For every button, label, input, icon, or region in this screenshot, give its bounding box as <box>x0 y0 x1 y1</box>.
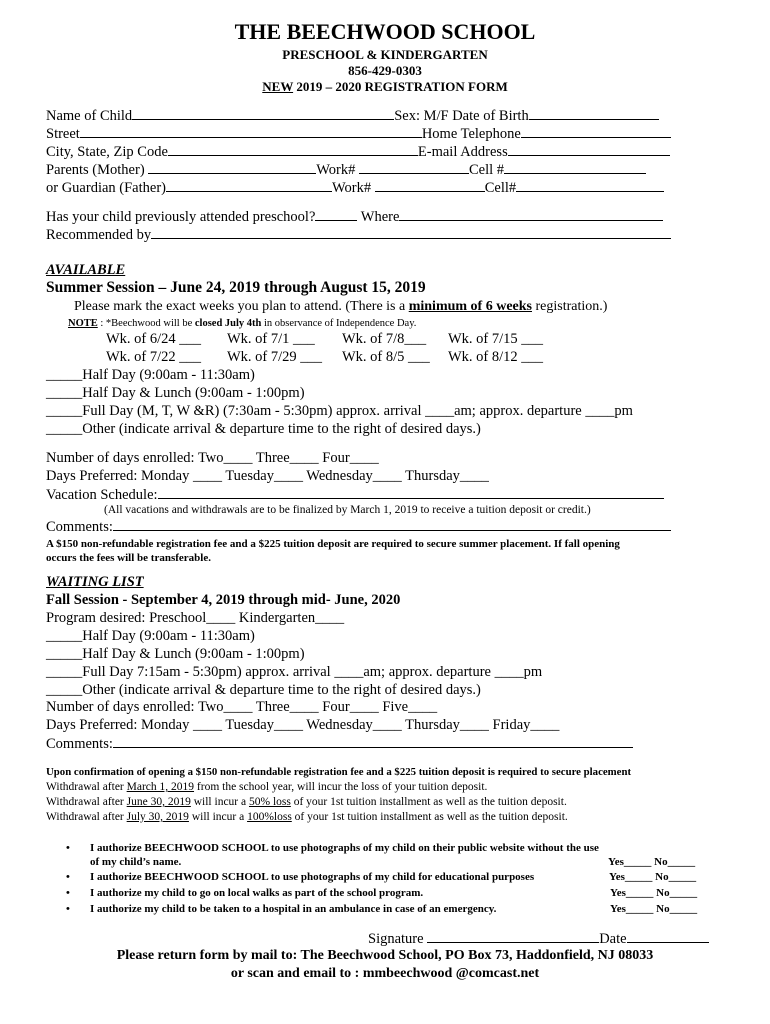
yes-no-educational[interactable]: Yes_____ No_____ <box>609 871 697 883</box>
fall-comments-label: Comments: <box>46 736 113 752</box>
available-heading: AVAILABLE <box>46 262 126 278</box>
week-8-5[interactable]: Wk. of 8/5 ___ <box>342 349 430 365</box>
work2-field[interactable] <box>375 178 485 192</box>
vacation-note: (All vacations and withdrawals are to be finalized by March 1, 2019 to receive a tuition deposit or credit.) <box>104 504 591 516</box>
week-7-15[interactable]: Wk. of 7/15 ___ <box>448 331 544 347</box>
city-state-zip-label: City, State, Zip Code <box>46 144 168 160</box>
where-label: Where <box>357 209 400 225</box>
bullet-1: • <box>66 842 70 854</box>
week-8-12[interactable]: Wk. of 8/12 ___ <box>448 349 544 365</box>
recommended-label: Recommended by <box>46 227 152 243</box>
fall-comments-row <box>46 734 633 753</box>
summer-comments-label: Comments: <box>46 519 113 535</box>
fall-full-day[interactable]: _____Full Day 7:15am - 5:30pm) approx. arrival ____am; approx. departure ____pm <box>46 664 543 680</box>
w1-pre: Withdrawal after <box>46 781 127 793</box>
email-label: E-mail Address <box>417 144 508 160</box>
signature-label: Signature <box>368 931 428 947</box>
street-field[interactable] <box>80 124 422 138</box>
date-label: Date <box>599 931 627 947</box>
summer-days-enrolled[interactable]: Number of days enrolled: Two____ Three____ Four____ <box>46 450 379 466</box>
w3-date: July 30, 2019 <box>126 811 189 823</box>
summer-fee-note-1: A $150 non-refundable registration fee and a $225 tuition deposit are required to secure summer placement. If fall opening <box>46 538 620 550</box>
summer-comments-row <box>46 517 671 536</box>
mother-field[interactable] <box>148 160 316 174</box>
summer-instruction <box>74 298 607 316</box>
fall-half-day[interactable]: _____Half Day (9:00am - 11:30am) <box>46 628 255 644</box>
instruction-post: registration.) <box>532 299 608 314</box>
home-telephone-label: Home Telephone <box>421 126 521 142</box>
withdrawal-1 <box>46 780 487 794</box>
week-7-1[interactable]: Wk. of 7/1 ___ <box>227 331 315 347</box>
week-7-8[interactable]: Wk. of 7/8___ <box>342 331 427 347</box>
signature-field[interactable] <box>427 929 599 943</box>
w2-pct: 50% loss <box>248 796 291 808</box>
where-field[interactable] <box>399 207 663 221</box>
father-label: or Guardian (Father) <box>46 180 166 196</box>
yes-no-walks[interactable]: Yes_____ No_____ <box>610 887 698 899</box>
form-title <box>0 79 770 95</box>
instruction-min: minimum of 6 weeks <box>408 299 532 314</box>
instruction-pre: Please mark the exact weeks you plan to attend. (There is a <box>74 299 409 314</box>
authorization-walks: I authorize my child to go on local walks as part of the school program. <box>90 887 424 899</box>
week-6-24[interactable]: Wk. of 6/24 ___ <box>106 331 202 347</box>
bullet-2: • <box>66 871 70 883</box>
summer-note <box>68 317 416 331</box>
mother-label: Parents (Mother) <box>46 162 149 178</box>
city-row <box>46 142 670 161</box>
recommended-field[interactable] <box>151 225 671 239</box>
form-new: NEW <box>262 79 294 94</box>
w3-mid: will incur a <box>188 811 248 823</box>
program-desired[interactable]: Program desired: Preschool____ Kindergarten____ <box>46 610 345 626</box>
week-7-22[interactable]: Wk. of 7/22 ___ <box>106 349 202 365</box>
fall-other[interactable]: _____Other (indicate arrival & departure time to the right of desired days.) <box>46 682 481 698</box>
cell1-label: Cell # <box>469 162 505 178</box>
name-of-child-field[interactable] <box>132 106 394 120</box>
authorization-website-2: of my child’s name. <box>90 856 182 868</box>
previously-attended-field[interactable] <box>315 207 357 221</box>
vacation-field[interactable] <box>158 485 664 499</box>
summer-session-title: Summer Session – June 24, 2019 through August 15, 2019 <box>46 279 426 296</box>
summer-full-day[interactable]: _____Full Day (M, T, W &R) (7:30am - 5:30pm) approx. arrival ____am; approx. departure ____pm <box>46 403 633 419</box>
fall-days-preferred[interactable]: Days Preferred: Monday ____ Tuesday____ Wednesday____ Thursday____ Friday____ <box>46 717 560 733</box>
bullet-4: • <box>66 903 70 915</box>
withdrawal-2 <box>46 795 567 809</box>
summer-other[interactable]: _____Other (indicate arrival & departure time to the right of desired days.) <box>46 421 481 437</box>
w3-pre: Withdrawal after <box>46 811 127 823</box>
child-name-row <box>46 106 659 125</box>
summer-half-day[interactable]: _____Half Day (9:00am - 11:30am) <box>46 367 255 383</box>
yes-no-hospital[interactable]: Yes_____ No_____ <box>610 903 698 915</box>
fall-half-lunch[interactable]: _____Half Day & Lunch (9:00am - 1:00pm) <box>46 646 305 662</box>
w2-post: of your 1st tuition installment as well as the tuition deposit. <box>290 796 567 808</box>
bullet-3: • <box>66 887 70 899</box>
week-7-29[interactable]: Wk. of 7/29 ___ <box>227 349 323 365</box>
father-field[interactable] <box>166 178 332 192</box>
phone: 856-429-0303 <box>348 63 422 78</box>
withdrawal-3 <box>46 810 568 824</box>
authorization-website-1: I authorize BEECHWOOD SCHOOL to use photographs of my child on their public website without the use <box>90 842 599 854</box>
vacation-label: Vacation Schedule: <box>46 487 158 503</box>
street-label: Street <box>46 126 80 142</box>
summer-half-lunch[interactable]: _____Half Day & Lunch (9:00am - 1:00pm) <box>46 385 305 401</box>
mother-row <box>46 160 646 179</box>
fall-comments-field[interactable] <box>113 734 633 748</box>
subtitle: PRESCHOOL & KINDERGARTEN <box>282 47 488 62</box>
w2-mid: will incur a <box>190 796 249 808</box>
w3-pct: 100%loss <box>247 811 292 823</box>
work1-label: Work# <box>316 162 360 178</box>
footer-mail: Please return form by mail to: The Beechwood School, PO Box 73, Haddonfield, NJ 08033 <box>116 948 654 963</box>
authorization-educational: I authorize BEECHWOOD SCHOOL to use photographs of my child for educational purposes <box>90 871 535 883</box>
city-state-zip-field[interactable] <box>168 142 418 156</box>
name-of-child-label: Name of Child <box>46 108 133 124</box>
dob-field[interactable] <box>529 106 659 120</box>
w2-pre: Withdrawal after <box>46 796 127 808</box>
note-label: NOTE <box>68 318 98 329</box>
yes-no-website[interactable]: Yes_____ No_____ <box>608 856 696 868</box>
w1-date: March 1, 2019 <box>126 781 195 793</box>
vacation-row <box>46 485 664 504</box>
previously-attended-label: Has your child previously attended preschool? <box>46 209 316 225</box>
cell2-label: Cell# <box>484 180 517 196</box>
footer-email: or scan and email to : mmbeechwood @comcast.net <box>230 966 540 981</box>
summer-fee-note-2: occurs the fees will be transferable. <box>46 552 211 564</box>
date-field[interactable] <box>627 929 709 943</box>
email-field[interactable] <box>508 142 670 156</box>
authorization-hospital: I authorize my child to be taken to a hospital in an ambulance in case of an emergency. <box>90 903 497 915</box>
note-post: in observance of Independence Day. <box>261 318 417 329</box>
w1-post: from the school year, will incur the loss of your tuition deposit. <box>194 781 488 793</box>
recommended-row <box>46 225 671 244</box>
waiting-list-heading: WAITING LIST <box>46 574 144 590</box>
summer-comments-field[interactable] <box>113 517 671 531</box>
cell2-field[interactable] <box>516 178 664 192</box>
street-row <box>46 124 671 143</box>
father-row <box>46 178 664 197</box>
w2-date: June 30, 2019 <box>126 796 191 808</box>
note-bold: closed July 4th <box>194 318 262 329</box>
w3-post: of your 1st tuition installment as well as the tuition deposit. <box>291 811 568 823</box>
note-pre: : *Beechwood will be <box>97 318 195 329</box>
fall-session-title: Fall Session - September 4, 2019 through mid- June, 2020 <box>46 592 401 608</box>
home-telephone-field[interactable] <box>521 124 671 138</box>
form-title-text: 2019 – 2020 REGISTRATION FORM <box>293 79 508 94</box>
summer-days-preferred[interactable]: Days Preferred: Monday ____ Tuesday____ Wednesday____ Thursday____ <box>46 468 489 484</box>
cell1-field[interactable] <box>504 160 646 174</box>
work1-field[interactable] <box>359 160 469 174</box>
confirmation-note: Upon confirmation of opening a $150 non-refundable registration fee and a $225 tuition deposit is required to secure placement <box>46 766 632 778</box>
school-name: THE BEECHWOOD SCHOOL <box>234 19 536 44</box>
fall-days-enrolled[interactable]: Number of days enrolled: Two____ Three____ Four____ Five____ <box>46 699 438 715</box>
signature-row <box>368 929 709 948</box>
sex-dob-label: Sex: M/F Date of Birth <box>394 108 529 124</box>
work2-label: Work# <box>331 180 375 196</box>
previously-attended-row <box>46 207 663 226</box>
